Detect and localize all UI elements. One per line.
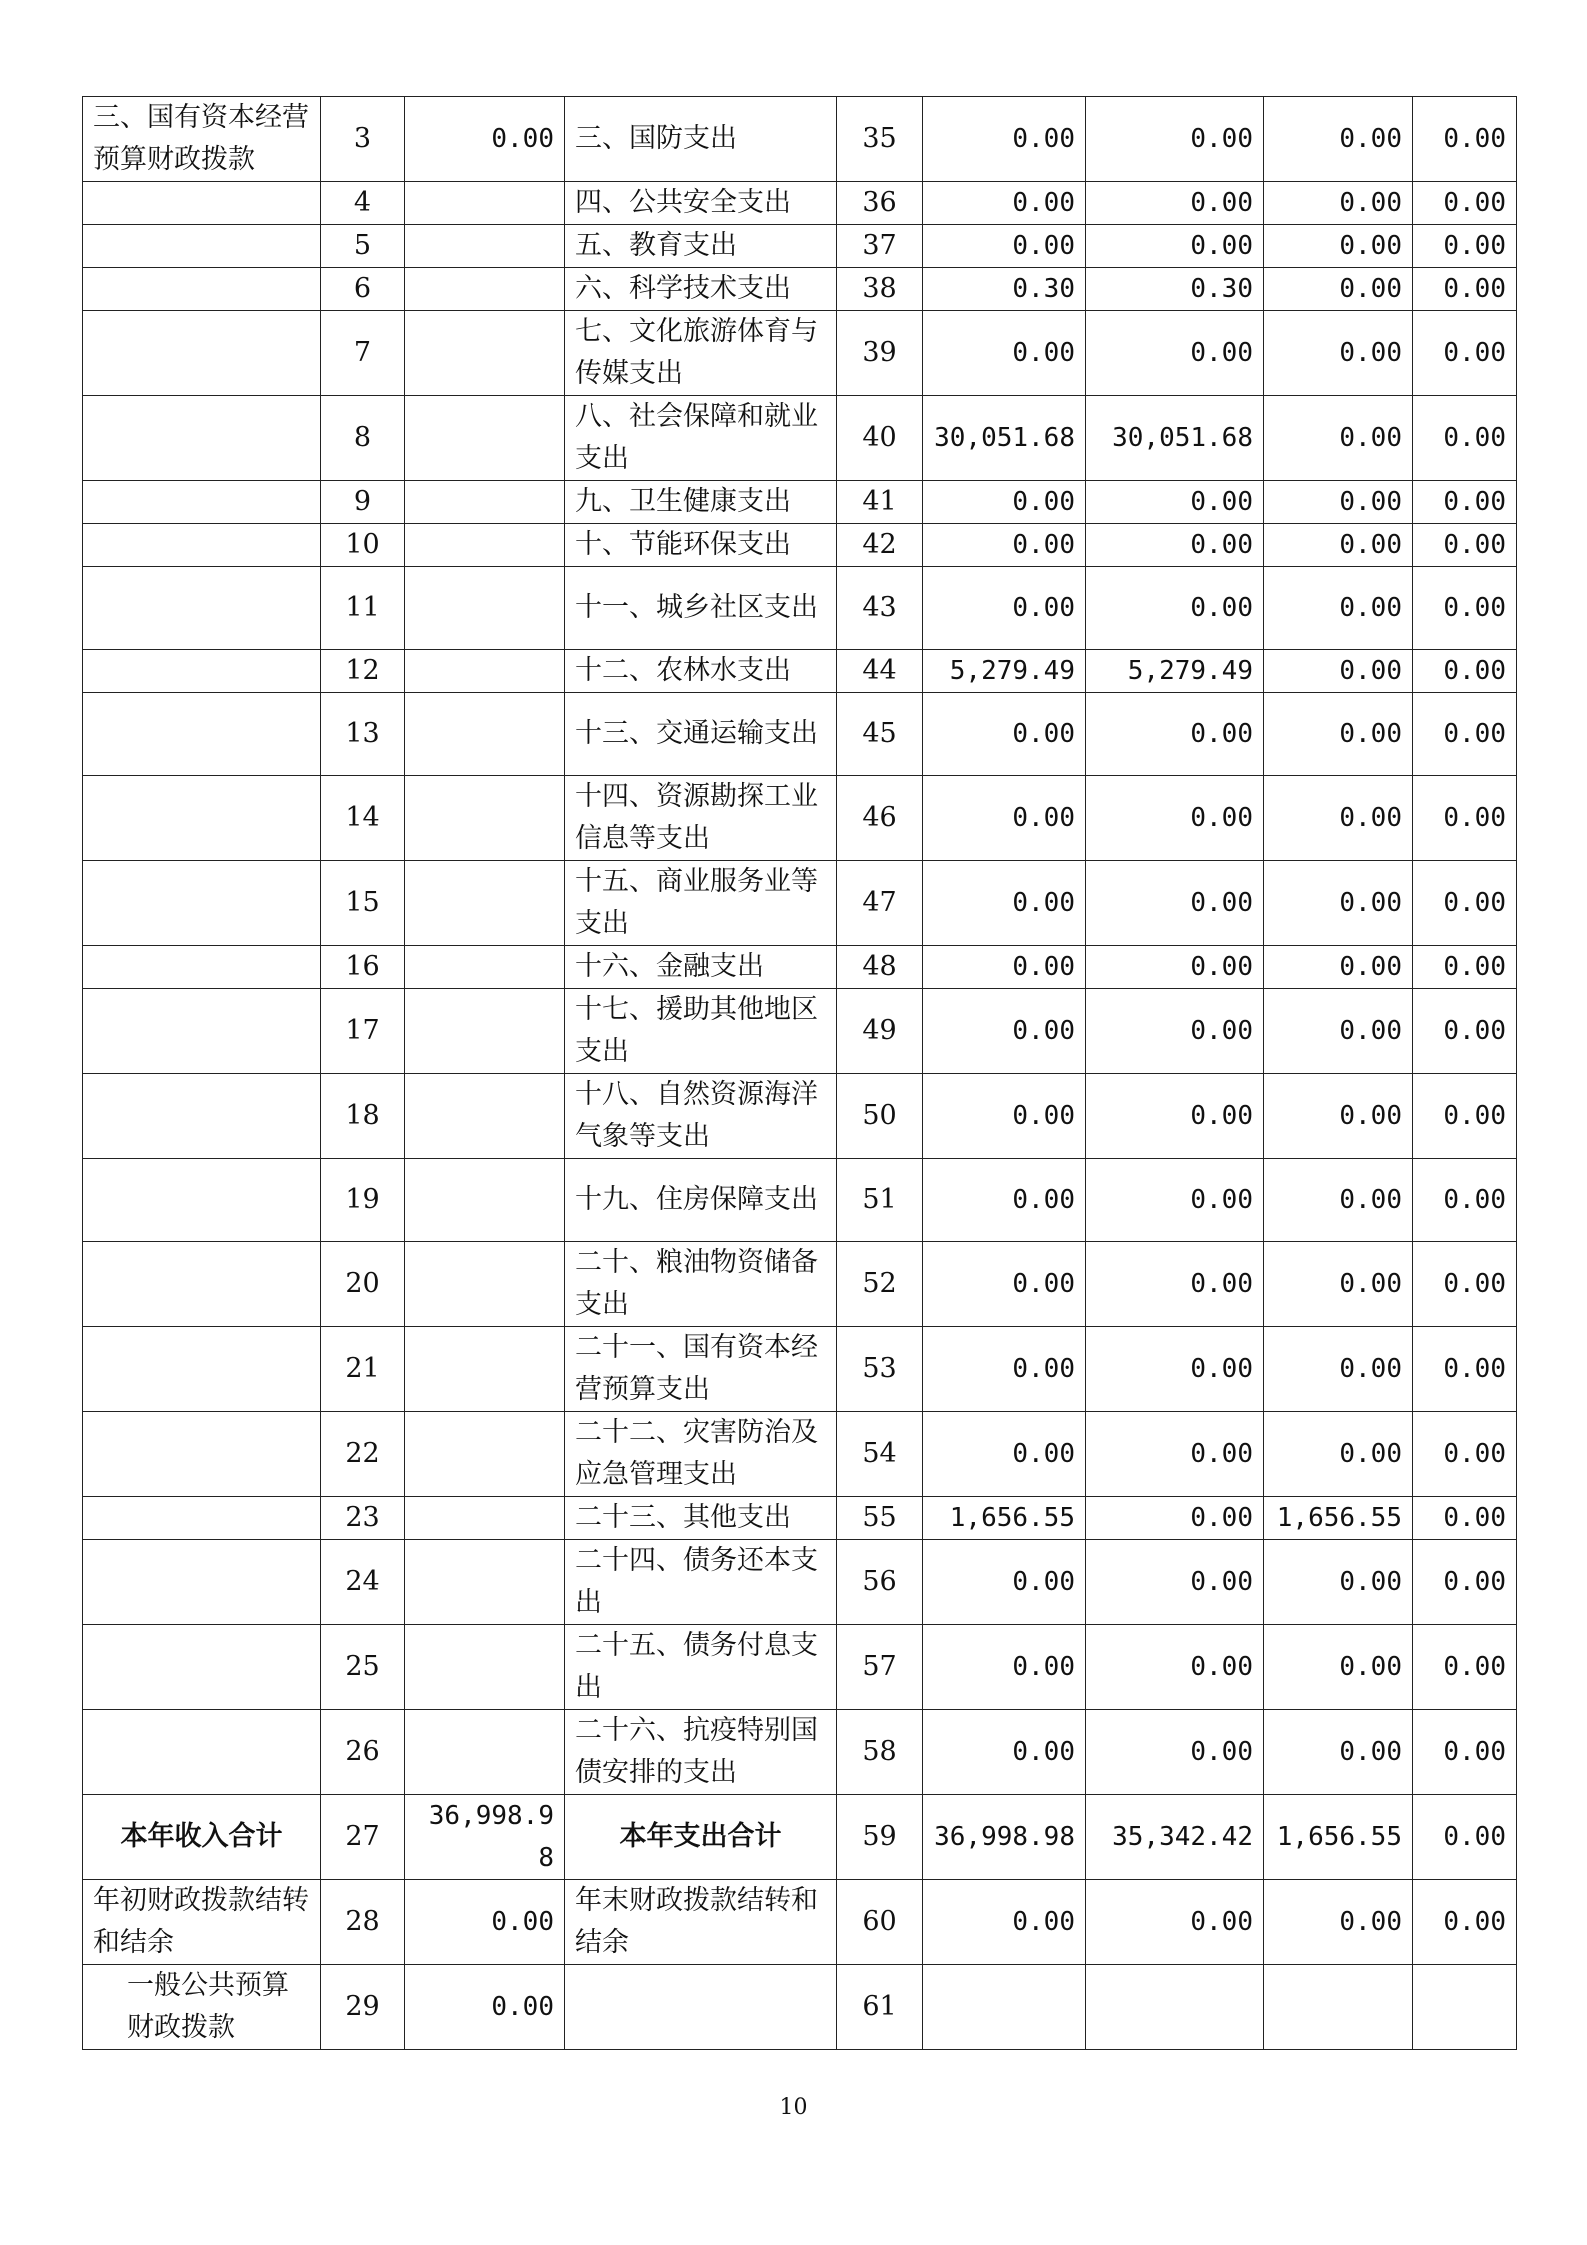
expense-total-cell: 0.00 [923,97,1086,182]
expense-item-cell: 十三、交通运输支出 [565,693,837,776]
government-fund-cell: 1,656.55 [1264,1497,1413,1540]
expense-total-cell: 0.00 [923,1540,1086,1625]
income-amount-cell [405,1327,565,1412]
table-row [83,861,1517,946]
expense-total-cell: 0.00 [923,481,1086,524]
expense-total-cell: 0.00 [923,182,1086,225]
income-amount-cell [405,776,565,861]
expense-total-cell: 5,279.49 [923,650,1086,693]
general-budget-cell: 30,051.68 [1086,396,1264,481]
income-item-cell [83,225,321,268]
expense-item-cell: 六、科学技术支出 [565,268,837,311]
expense-row-number-cell: 61 [837,1965,923,2050]
income-item-cell: 一般公共预算财政拨款 [83,1965,321,2050]
income-row-number-cell: 17 [321,989,405,1074]
income-row-number-cell: 26 [321,1710,405,1795]
expense-item-cell: 二十三、其他支出 [565,1497,837,1540]
government-fund-cell: 0.00 [1264,1412,1413,1497]
government-fund-cell: 0.00 [1264,861,1413,946]
income-row-number-cell: 5 [321,225,405,268]
table-row [83,481,1517,524]
income-amount-cell [405,268,565,311]
income-row-number-cell: 10 [321,524,405,567]
government-fund-cell: 0.00 [1264,268,1413,311]
expense-row-number-cell: 45 [837,693,923,776]
table-row [83,182,1517,225]
table-row [83,946,1517,989]
income-row-number-cell: 11 [321,567,405,650]
state-capital-cell: 0.00 [1413,97,1517,182]
income-amount-cell [405,861,565,946]
expense-item-cell: 十一、城乡社区支出 [565,567,837,650]
general-budget-cell: 0.00 [1086,776,1264,861]
general-budget-cell: 5,279.49 [1086,650,1264,693]
expense-total-cell: 0.00 [923,225,1086,268]
government-fund-cell: 0.00 [1264,1159,1413,1242]
state-capital-cell: 0.00 [1413,311,1517,396]
income-item-cell [83,1412,321,1497]
table-body [83,97,1517,2050]
income-row-number-cell: 7 [321,311,405,396]
expense-total-cell: 0.00 [923,861,1086,946]
general-budget-cell: 0.00 [1086,1497,1264,1540]
table-row [83,225,1517,268]
income-row-number-cell: 22 [321,1412,405,1497]
government-fund-cell: 0.00 [1264,989,1413,1074]
state-capital-cell: 0.00 [1413,225,1517,268]
general-budget-cell: 0.30 [1086,268,1264,311]
expense-row-number-cell: 55 [837,1497,923,1540]
income-item-cell [83,693,321,776]
expense-total-cell: 30,051.68 [923,396,1086,481]
table-row [83,1159,1517,1242]
income-row-number-cell: 18 [321,1074,405,1159]
expense-item-cell: 九、卫生健康支出 [565,481,837,524]
state-capital-cell: 0.00 [1413,776,1517,861]
general-budget-cell: 0.00 [1086,311,1264,396]
expense-total-cell: 0.00 [923,567,1086,650]
general-budget-cell: 0.00 [1086,97,1264,182]
expense-row-number-cell: 42 [837,524,923,567]
income-amount-cell [405,946,565,989]
income-item-cell [83,1159,321,1242]
state-capital-cell: 0.00 [1413,989,1517,1074]
state-capital-cell: 0.00 [1413,1242,1517,1327]
income-row-number-cell: 8 [321,396,405,481]
table-row [83,567,1517,650]
income-item-cell [83,1625,321,1710]
general-budget-cell: 0.00 [1086,1242,1264,1327]
state-capital-cell: 0.00 [1413,946,1517,989]
expense-item-cell: 二十五、债务付息支出 [565,1625,837,1710]
income-item-cell [83,1710,321,1795]
government-fund-cell: 0.00 [1264,567,1413,650]
income-row-number-cell: 4 [321,182,405,225]
income-item-cell: 本年收入合计 [83,1795,321,1880]
table-row [83,1074,1517,1159]
state-capital-cell: 0.00 [1413,1540,1517,1625]
expense-item-cell: 四、公共安全支出 [565,182,837,225]
expense-total-cell: 0.00 [923,311,1086,396]
state-capital-cell: 0.00 [1413,182,1517,225]
income-row-number-cell: 25 [321,1625,405,1710]
government-fund-cell: 1,656.55 [1264,1795,1413,1880]
income-amount-cell [405,1159,565,1242]
budget-table [82,96,1517,2050]
table-row [83,97,1517,182]
state-capital-cell: 0.00 [1413,481,1517,524]
income-row-number-cell: 27 [321,1795,405,1880]
expense-total-cell: 0.30 [923,268,1086,311]
government-fund-cell: 0.00 [1264,1710,1413,1795]
state-capital-cell: 0.00 [1413,1625,1517,1710]
general-budget-cell: 0.00 [1086,1540,1264,1625]
government-fund-cell: 0.00 [1264,97,1413,182]
expense-row-number-cell: 60 [837,1880,923,1965]
expense-total-cell: 0.00 [923,693,1086,776]
expense-row-number-cell: 46 [837,776,923,861]
state-capital-cell: 0.00 [1413,1159,1517,1242]
expense-row-number-cell: 41 [837,481,923,524]
income-amount-cell [405,182,565,225]
expense-row-number-cell: 36 [837,182,923,225]
expense-row-number-cell: 44 [837,650,923,693]
state-capital-cell: 0.00 [1413,524,1517,567]
table-row [83,1327,1517,1412]
expense-item-cell: 十九、住房保障支出 [565,1159,837,1242]
income-amount-cell [405,524,565,567]
income-item-cell [83,1327,321,1412]
general-budget-cell: 0.00 [1086,989,1264,1074]
expense-item-cell [565,1965,837,2050]
income-amount-cell [405,1242,565,1327]
state-capital-cell: 0.00 [1413,1795,1517,1880]
income-row-number-cell: 15 [321,861,405,946]
state-capital-cell: 0.00 [1413,567,1517,650]
expense-total-cell: 0.00 [923,1710,1086,1795]
expense-item-cell: 二十四、债务还本支出 [565,1540,837,1625]
general-budget-cell: 0.00 [1086,225,1264,268]
government-fund-cell: 0.00 [1264,1625,1413,1710]
government-fund-cell: 0.00 [1264,1540,1413,1625]
government-fund-cell: 0.00 [1264,182,1413,225]
income-item-cell [83,650,321,693]
expense-item-cell: 年末财政拨款结转和结余 [565,1880,837,1965]
income-amount-cell [405,1710,565,1795]
government-fund-cell: 0.00 [1264,396,1413,481]
income-item-cell [83,524,321,567]
expense-total-cell: 0.00 [923,524,1086,567]
income-amount-cell [405,396,565,481]
income-row-number-cell: 24 [321,1540,405,1625]
table-row [83,650,1517,693]
expense-total-cell: 0.00 [923,1880,1086,1965]
state-capital-cell: 0.00 [1413,268,1517,311]
expense-row-number-cell: 39 [837,311,923,396]
government-fund-cell: 0.00 [1264,311,1413,396]
expense-row-number-cell: 51 [837,1159,923,1242]
state-capital-cell: 0.00 [1413,693,1517,776]
government-fund-cell: 0.00 [1264,693,1413,776]
table-row [83,989,1517,1074]
income-row-number-cell: 14 [321,776,405,861]
expense-row-number-cell: 40 [837,396,923,481]
income-amount-cell [405,225,565,268]
expense-row-number-cell: 38 [837,268,923,311]
state-capital-cell: 0.00 [1413,861,1517,946]
table-row [83,311,1517,396]
expense-row-number-cell: 57 [837,1625,923,1710]
expense-total-cell: 0.00 [923,1327,1086,1412]
table-row [83,1965,1517,2050]
government-fund-cell: 0.00 [1264,946,1413,989]
expense-row-number-cell: 37 [837,225,923,268]
government-fund-cell: 0.00 [1264,524,1413,567]
expense-item-cell: 十八、自然资源海洋气象等支出 [565,1074,837,1159]
general-budget-cell: 0.00 [1086,1710,1264,1795]
expense-item-cell: 二十二、灾害防治及应急管理支出 [565,1412,837,1497]
table-row [83,1880,1517,1965]
income-row-number-cell: 21 [321,1327,405,1412]
income-row-number-cell: 23 [321,1497,405,1540]
state-capital-cell: 0.00 [1413,396,1517,481]
table-row [83,1242,1517,1327]
state-capital-cell: 0.00 [1413,1497,1517,1540]
income-item-cell: 三、国有资本经营预算财政拨款 [83,97,321,182]
income-amount-cell [405,1625,565,1710]
general-budget-cell: 0.00 [1086,693,1264,776]
government-fund-cell: 0.00 [1264,776,1413,861]
expense-row-number-cell: 54 [837,1412,923,1497]
income-row-number-cell: 12 [321,650,405,693]
expense-total-cell: 0.00 [923,1625,1086,1710]
income-item-cell [83,946,321,989]
income-amount-cell [405,1497,565,1540]
state-capital-cell: 0.00 [1413,1710,1517,1795]
expense-item-cell: 十七、援助其他地区支出 [565,989,837,1074]
expense-item-cell: 本年支出合计 [565,1795,837,1880]
income-amount-cell: 36,998.98 [405,1795,565,1880]
income-item-cell [83,989,321,1074]
government-fund-cell: 0.00 [1264,481,1413,524]
general-budget-cell: 0.00 [1086,481,1264,524]
government-fund-cell: 0.00 [1264,1074,1413,1159]
table-row [83,1625,1517,1710]
expense-total-cell [923,1965,1086,2050]
expense-row-number-cell: 52 [837,1242,923,1327]
income-item-cell [83,1074,321,1159]
general-budget-cell: 0.00 [1086,1625,1264,1710]
general-budget-cell [1086,1965,1264,2050]
government-fund-cell: 0.00 [1264,1880,1413,1965]
general-budget-cell: 0.00 [1086,1159,1264,1242]
income-amount-cell [405,693,565,776]
expense-total-cell: 0.00 [923,1242,1086,1327]
table-row [83,1710,1517,1795]
table-row [83,1497,1517,1540]
income-row-number-cell: 20 [321,1242,405,1327]
expense-item-cell: 五、教育支出 [565,225,837,268]
expense-item-cell: 十、节能环保支出 [565,524,837,567]
general-budget-cell: 0.00 [1086,1412,1264,1497]
income-item-cell [83,396,321,481]
expense-total-cell: 0.00 [923,989,1086,1074]
income-amount-cell [405,1074,565,1159]
income-row-number-cell: 29 [321,1965,405,2050]
table-row [83,1540,1517,1625]
state-capital-cell: 0.00 [1413,1412,1517,1497]
expense-total-cell: 0.00 [923,1159,1086,1242]
expense-row-number-cell: 53 [837,1327,923,1412]
income-row-number-cell: 3 [321,97,405,182]
government-fund-cell: 0.00 [1264,225,1413,268]
expense-total-cell: 0.00 [923,946,1086,989]
expense-total-cell: 0.00 [923,776,1086,861]
expense-item-cell: 十五、商业服务业等支出 [565,861,837,946]
income-amount-cell: 0.00 [405,97,565,182]
table-row [83,693,1517,776]
income-row-number-cell: 6 [321,268,405,311]
expense-total-cell: 0.00 [923,1074,1086,1159]
general-budget-cell: 35,342.42 [1086,1795,1264,1880]
expense-item-cell: 十四、资源勘探工业信息等支出 [565,776,837,861]
income-item-cell: 年初财政拨款结转和结余 [83,1880,321,1965]
expense-row-number-cell: 58 [837,1710,923,1795]
expense-row-number-cell: 47 [837,861,923,946]
income-amount-cell [405,481,565,524]
government-fund-cell [1264,1965,1413,2050]
expense-item-cell: 十六、金融支出 [565,946,837,989]
income-amount-cell: 0.00 [405,1880,565,1965]
general-budget-cell: 0.00 [1086,524,1264,567]
general-budget-cell: 0.00 [1086,567,1264,650]
income-amount-cell [405,650,565,693]
income-amount-cell: 0.00 [405,1965,565,2050]
income-row-number-cell: 13 [321,693,405,776]
expense-item-cell: 八、社会保障和就业支出 [565,396,837,481]
table-row [83,268,1517,311]
income-amount-cell [405,311,565,396]
expense-item-cell: 二十一、国有资本经营预算支出 [565,1327,837,1412]
page-number: 10 [779,2095,808,2120]
expense-row-number-cell: 43 [837,567,923,650]
expense-total-cell: 0.00 [923,1412,1086,1497]
general-budget-cell: 0.00 [1086,1074,1264,1159]
income-item-cell [83,861,321,946]
state-capital-cell: 0.00 [1413,1327,1517,1412]
table-row [83,1795,1517,1880]
general-budget-cell: 0.00 [1086,946,1264,989]
expense-item-cell: 三、国防支出 [565,97,837,182]
expense-row-number-cell: 59 [837,1795,923,1880]
general-budget-cell: 0.00 [1086,1880,1264,1965]
state-capital-cell [1413,1965,1517,2050]
income-item-cell [83,268,321,311]
income-item-cell [83,182,321,225]
government-fund-cell: 0.00 [1264,1327,1413,1412]
state-capital-cell: 0.00 [1413,650,1517,693]
general-budget-cell: 0.00 [1086,861,1264,946]
expense-row-number-cell: 35 [837,97,923,182]
income-item-cell [83,311,321,396]
income-amount-cell [405,1540,565,1625]
expense-item-cell: 十二、农林水支出 [565,650,837,693]
income-row-number-cell: 28 [321,1880,405,1965]
income-amount-cell [405,567,565,650]
expense-item-cell: 七、文化旅游体育与传媒支出 [565,311,837,396]
income-item-cell [83,481,321,524]
government-fund-cell: 0.00 [1264,1242,1413,1327]
table-row [83,396,1517,481]
table-row [83,776,1517,861]
general-budget-cell: 0.00 [1086,182,1264,225]
expense-row-number-cell: 49 [837,989,923,1074]
expense-total-cell: 1,656.55 [923,1497,1086,1540]
table-row [83,524,1517,567]
expense-row-number-cell: 50 [837,1074,923,1159]
table-row [83,1412,1517,1497]
income-row-number-cell: 9 [321,481,405,524]
expense-row-number-cell: 56 [837,1540,923,1625]
income-amount-cell [405,989,565,1074]
income-row-number-cell: 16 [321,946,405,989]
income-amount-cell [405,1412,565,1497]
state-capital-cell: 0.00 [1413,1074,1517,1159]
general-budget-cell: 0.00 [1086,1327,1264,1412]
state-capital-cell: 0.00 [1413,1880,1517,1965]
expense-total-cell: 36,998.98 [923,1795,1086,1880]
expense-item-cell: 二十、粮油物资储备支出 [565,1242,837,1327]
government-fund-cell: 0.00 [1264,650,1413,693]
expense-row-number-cell: 48 [837,946,923,989]
income-item-cell [83,567,321,650]
income-item-cell [83,1242,321,1327]
expense-item-cell: 二十六、抗疫特别国债安排的支出 [565,1710,837,1795]
income-item-cell [83,1497,321,1540]
income-row-number-cell: 19 [321,1159,405,1242]
income-item-cell [83,776,321,861]
income-item-cell [83,1540,321,1625]
